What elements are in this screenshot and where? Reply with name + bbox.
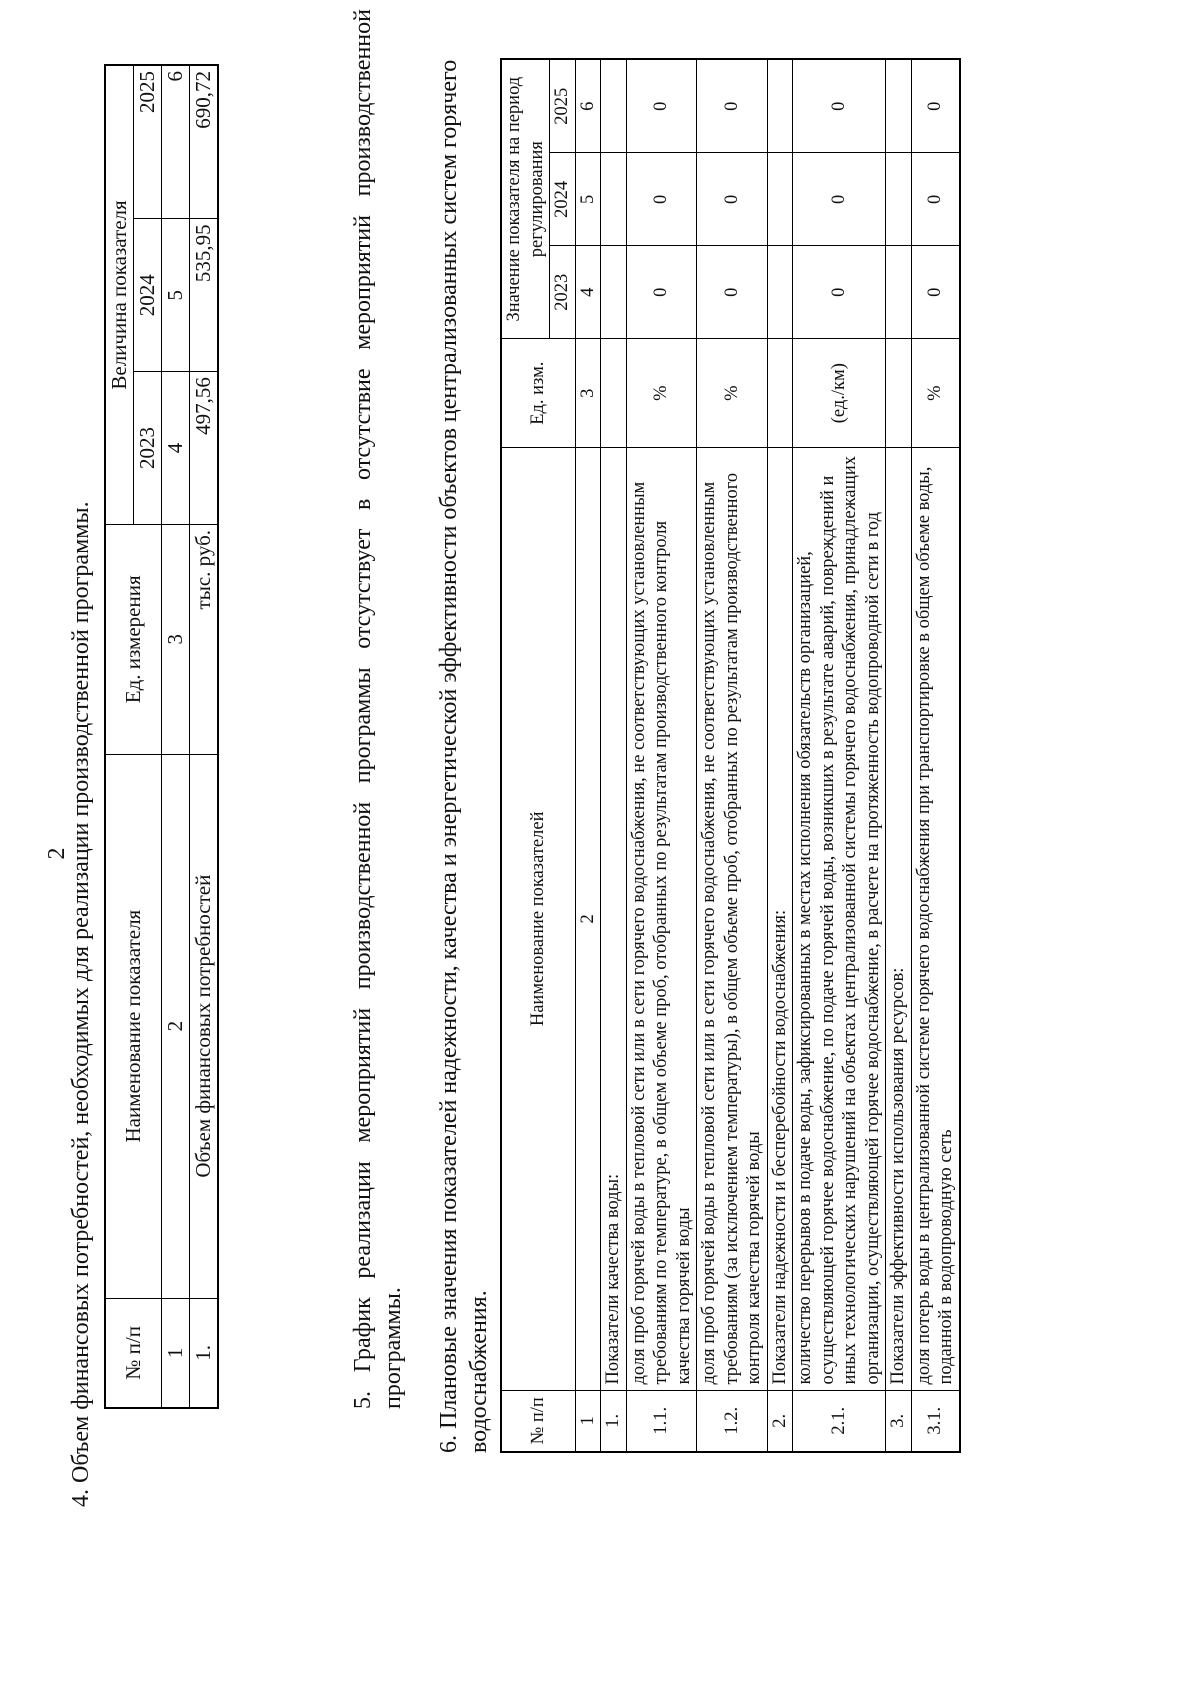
header-year: 2024 (134, 219, 162, 372)
table-header-row (105, 65, 134, 1408)
table-row (911, 59, 960, 1452)
group-name: Показатели эффективности использования ресурсов: (886, 448, 912, 1390)
row-unit: % (697, 339, 768, 448)
section-4-title: 4. Объем финансовых потребностей, необходимых для реализации производственной программы. (68, 501, 94, 1507)
row-name: доля проб горячей воды в тепловой сети или в сети горячего водоснабжения, не соответствующих установленным требованиям по температуре, в общем объеме проб, отобранных по результатам производственного контроля качества горячей воды (626, 448, 697, 1390)
column-number: 2 (162, 754, 190, 1298)
row-num: 3. (886, 1390, 912, 1452)
header-year: 2023 (550, 246, 576, 339)
column-number: 3 (162, 524, 190, 754)
column-number-row (575, 59, 601, 1452)
row-num: 2. (767, 1390, 793, 1452)
indicators-table (500, 58, 961, 1453)
empty-cell (767, 153, 793, 246)
column-number: 4 (162, 372, 190, 525)
column-number: 4 (575, 246, 601, 339)
header-year: 2025 (550, 59, 576, 153)
group-row (601, 59, 627, 1452)
empty-cell (767, 339, 793, 448)
row-value: 0 (911, 59, 960, 153)
group-row (767, 59, 793, 1452)
empty-cell (886, 153, 912, 246)
column-number: 1 (162, 1298, 190, 1408)
empty-cell (886, 59, 912, 153)
row-unit: % (626, 339, 697, 448)
row-value: 535,95 (190, 219, 219, 372)
row-value: 0 (697, 59, 768, 153)
row-value: 497,56 (190, 372, 219, 525)
row-name: Объем финансовых потребностей (190, 754, 219, 1298)
empty-cell (601, 59, 627, 153)
empty-cell (601, 246, 627, 339)
row-num: 1.1. (626, 1390, 697, 1452)
row-num: 1. (601, 1390, 627, 1452)
row-name: количество перерывов в подаче воды, зафиксированных в местах исполнения обязательств организацией, осуществляющей горячее водоснабжение, по подаче горячей воды, возникших в результате аварий, повреждений и иных технологических нарушений на объектах централизованной системы горячего водоснабжения, принадлежащих организации, осуществляющей горячее водоснабжение, в расчете на протяженность водопроводной сети в год (793, 448, 886, 1390)
row-num: 2.1. (793, 1390, 886, 1452)
table-header-row (501, 59, 550, 1452)
row-value: 0 (626, 59, 697, 153)
row-value: 0 (697, 153, 768, 246)
group-name: Показатели надежности и бесперебойности водоснабжения: (767, 448, 793, 1390)
row-value: 690,72 (190, 65, 219, 219)
table-row (697, 59, 768, 1452)
row-value: 0 (911, 153, 960, 246)
row-name: доля потерь воды в централизованной системе горячего водоснабжения при транспортировке в общем объеме воды, поданной в водопроводную сеть (911, 448, 960, 1390)
row-unit: % (911, 339, 960, 448)
section-5-text: 5. График реализации мероприятий производственной программы отсутствует в отсутствие мероприятий производственной программы. (350, 9, 406, 1409)
header-num: № п/п (105, 1298, 162, 1408)
column-number: 2 (575, 448, 601, 1390)
section-6-title: 6. Плановые значения показателей надежности, качества и энергетической эффективности объектов централизованных систем горячего водоснабжения. (436, 59, 492, 1453)
table-row (626, 59, 697, 1452)
row-value: 0 (697, 246, 768, 339)
empty-cell (886, 246, 912, 339)
column-number: 1 (575, 1390, 601, 1452)
column-number: 3 (575, 339, 601, 448)
table-row (190, 65, 219, 1408)
header-value-group: Величина показателя (105, 65, 134, 524)
row-unit: (ед./км) (793, 339, 886, 448)
row-value: 0 (911, 246, 960, 339)
empty-cell (767, 59, 793, 153)
row-value: 0 (793, 59, 886, 153)
empty-cell (886, 339, 912, 448)
column-number-row (162, 65, 190, 1408)
header-value-group: Значение показателя на период регулирования (501, 59, 550, 339)
empty-cell (601, 339, 627, 448)
table-row (793, 59, 886, 1452)
row-value: 0 (793, 153, 886, 246)
column-number: 6 (162, 65, 190, 219)
header-name: Наименование показателей (501, 448, 575, 1390)
header-num: № п/п (501, 1390, 575, 1452)
column-number: 6 (575, 59, 601, 153)
header-unit: Ед. изм. (501, 339, 575, 448)
header-unit: Ед. измерения (105, 524, 162, 754)
header-year: 2025 (134, 65, 162, 219)
row-name: доля проб горячей воды в тепловой сети или в сети горячего водоснабжения, не соответствующих установленным требованиям (за исключением температуры), в общем объеме проб, отобранных по результатам производственного контроля качества горячей воды (697, 448, 768, 1390)
empty-cell (767, 246, 793, 339)
group-name: Показатели качества воды: (601, 448, 627, 1390)
row-num: 1. (190, 1298, 219, 1408)
row-num: 3.1. (911, 1390, 960, 1452)
row-value: 0 (626, 246, 697, 339)
header-year: 2024 (550, 153, 576, 246)
row-value: 0 (793, 246, 886, 339)
column-number: 5 (575, 153, 601, 246)
column-number: 5 (162, 219, 190, 372)
empty-cell (601, 153, 627, 246)
header-year: 2023 (134, 372, 162, 525)
financial-needs-table (104, 64, 219, 1409)
row-unit: тыс. руб. (190, 524, 219, 754)
row-value: 0 (626, 153, 697, 246)
page-number: 2 (44, 847, 70, 860)
header-name: Наименование показателя (105, 754, 162, 1298)
row-num: 1.2. (697, 1390, 768, 1452)
group-row (886, 59, 912, 1452)
